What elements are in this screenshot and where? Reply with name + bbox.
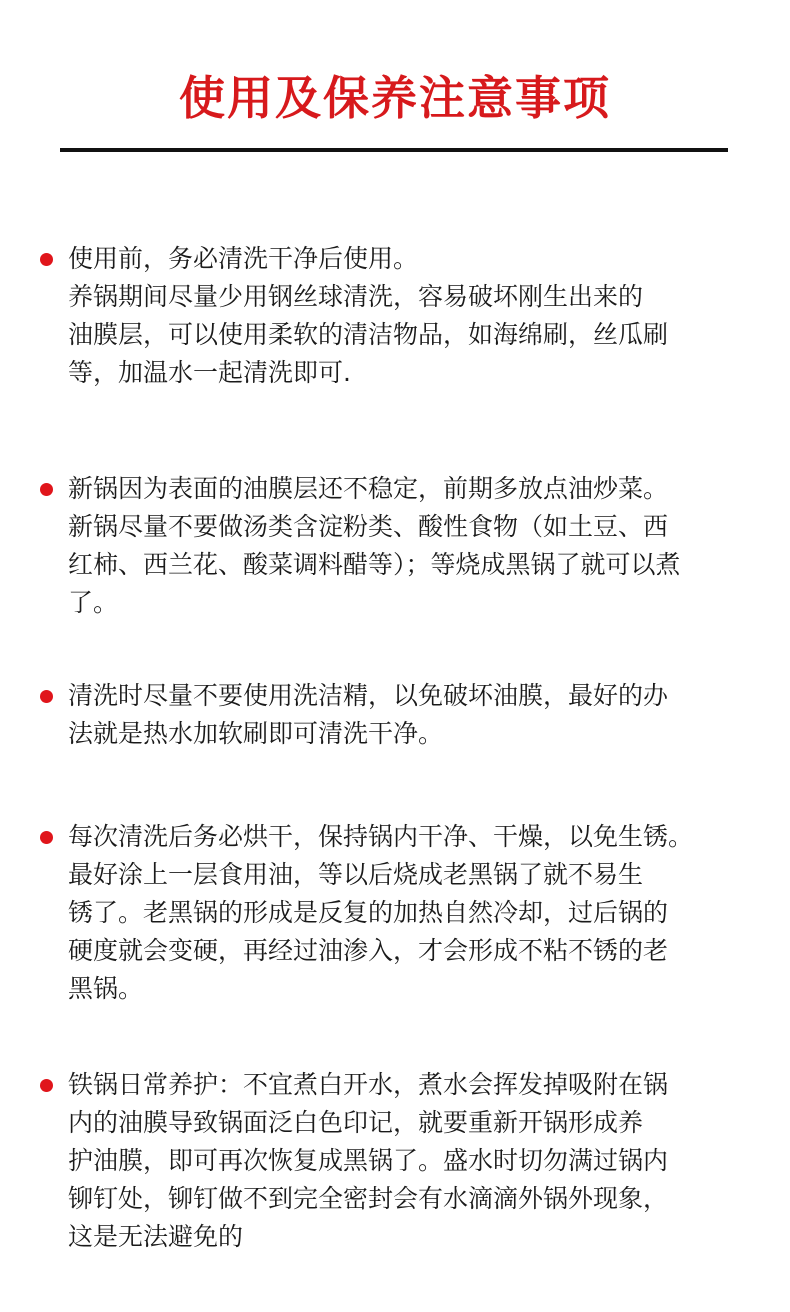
red-dot-icon (40, 253, 53, 266)
notice-line: 清洗时尽量不要使用洗洁精，以免破坏油膜，最好的办 (68, 681, 669, 710)
red-dot-icon (40, 1079, 53, 1092)
notice-line: 新锅尽量不要做汤类含淀粉类、酸性食物（如土豆、西 (68, 512, 669, 541)
notice-line: 了。 (68, 588, 119, 617)
title-divider (60, 148, 728, 152)
red-dot-icon (40, 483, 53, 496)
notice-line: 黑锅。 (68, 974, 144, 1003)
notice-line: 护油膜，即可再次恢复成黑锅了。盛水时切勿满过锅内 (68, 1146, 669, 1175)
notice-item-daily-care (40, 1066, 740, 1256)
notice-line: 新锅因为表面的油膜层还不稳定，前期多放点油炒菜。 (68, 474, 669, 503)
notice-item-pre-use-cleaning (40, 240, 740, 392)
red-dot-icon (40, 690, 53, 703)
notice-line: 铁锅日常养护：不宜煮白开水，煮水会挥发掉吸附在锅 (68, 1070, 669, 1099)
notice-line: 铆钉处，铆钉做不到完全密封会有水滴滴外锅外现象， (68, 1184, 669, 1213)
notice-line: 每次清洗后务必烘干，保持锅内干净、干燥，以免生锈。 (68, 822, 694, 851)
notice-line: 养锅期间尽量少用钢丝球清洗，容易破坏刚生出来的 (68, 282, 644, 311)
page-title: 使用及保养注意事项 (179, 71, 611, 125)
notice-line: 锈了。老黑锅的形成是反复的加热自然冷却，过后锅的 (68, 898, 669, 927)
notice-line: 最好涂上一层食用油，等以后烧成老黑锅了就不易生 (68, 860, 644, 889)
notice-line: 内的油膜导致锅面泛白色印记，就要重新开锅形成养 (68, 1108, 644, 1137)
red-dot-icon (40, 831, 53, 844)
notice-line: 硬度就会变硬，再经过油渗入，才会形成不粘不锈的老 (68, 936, 669, 965)
notice-line: 这是无法避免的 (68, 1222, 244, 1251)
notice-line: 油膜层，可以使用柔软的清洁物品，如海绵刷，丝瓜刷 (68, 320, 669, 349)
notice-line: 红柿、西兰花、酸菜调料醋等）；等烧成黑锅了就可以煮 (68, 550, 681, 579)
notice-item-new-pot-cooking (40, 470, 740, 622)
notice-line: 等，加温水一起清洗即可. (68, 358, 351, 387)
notice-line: 法就是热水加软刷即可清洗干净。 (68, 719, 444, 748)
notice-item-no-detergent (40, 677, 740, 753)
notice-item-dry-after-wash (40, 818, 740, 1008)
notice-line: 使用前，务必清洗干净后使用。 (68, 244, 419, 273)
